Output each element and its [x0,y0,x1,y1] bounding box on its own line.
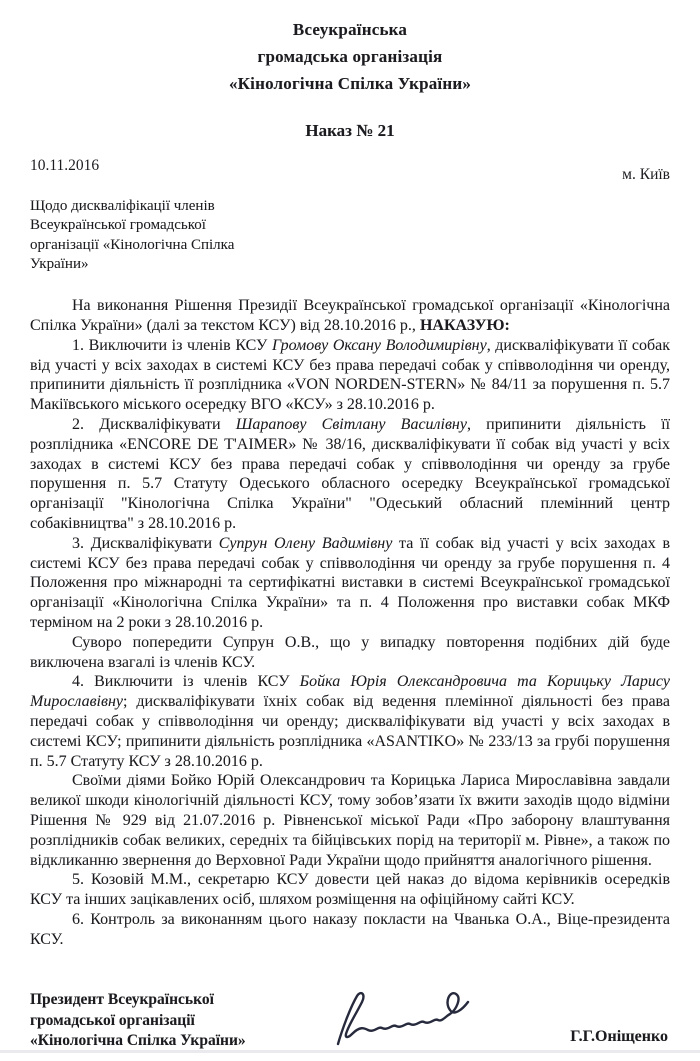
org-header-line-3: «Кінологічна Спілка України» [228,74,472,93]
org-header-line-1: Всеукраїнська [292,20,408,39]
item-3-text: та її собак від участі у всіх заходах в системі КСУ без права передачі собак у співволодіння чи оренду за грубе порушення п. 4 Положення про міжнародні та сертифікатні виставки в системі Всеукраїнської громадської організації «Кінологічна Спілка України» та п. 4 Положення про виставки собак МКФ терміном на 2 роки з 28.10.2016 р. [30,534,671,631]
subject-line: України» [30,255,89,272]
order-item-2 [30,415,670,534]
item-1-text: , дискваліфікувати її собак від участі у всіх заходах в системі КСУ без права передачі собак у співволодіння чи оренду, припинити діяльність її розплідника «VON NORDEN-STERN» № 84/11 за порушення п. 5.7 Макіївського міського осередку ВГО «КСУ» з 28.10.2016 р. [30,336,671,414]
order-body [30,296,670,949]
order-place: м. Київ [622,166,670,183]
item-1-text: 1. Виключити із членів КСУ [72,336,272,354]
intro-emphasis: НАКАЗУЮ: [419,316,510,334]
signatory-title-line: Президент Всеукраїнської [30,991,214,1008]
item-2-text: , припинити діяльність її розплідника «ENCORE DE T'AIMER» № 38/16, дискваліфікувати її собак від участі у всіх заходах в системі КСУ без права передачі собак у співволодіння чи оренду за грубе порушення п. 5.7 Статуту Одеського обласного осередку Всеукраїнської громадської організації "Кінологічна Спілка України" "Одеський обласний племінний центр собаківництва" з 28.10.2016 р. [30,415,671,532]
item-1-person-name: Громову Оксану Володимирівну [271,336,487,354]
handwritten-signature [330,980,500,1050]
order-item-4-consequences: Своїми діями Бойко Юрій Олександрович та Корицька Лариса Мирославівна завдали великої шкоди кінологічній діяльності КСУ, тому зобов’язати їх вжити заходів щодо відміни Рішення № 929 від 21.07.2016 р. Рівненської міської Ради «Про заборону влаштування розплідників собак великих, середніх та бійцівських порід на території м. Рівне», а також по відкликанню звернення до Верховної Ради України щодо прийняття аналогічного рішення. [30,772,670,869]
item-3-person-name: Супрун Олену Вадимівну [218,534,393,552]
order-item-3-warning: Суворо попередити Супрун О.В., що у випадку повторення подібних дій буде виключена взагалі із членів КСУ. [30,633,670,671]
order-item-1 [30,336,670,415]
signatory-title-line: громадської організації [30,1011,195,1029]
order-date: 10.11.2016 [30,157,100,174]
item-4-text: 4. Виключити із членів КСУ [72,673,300,691]
signatory-title [30,990,246,1052]
scan-edge-artifact [0,1050,700,1053]
order-title: Наказ № 21 [305,121,395,140]
subject-line: Всеукраїнської громадської [30,217,206,234]
organization-header [30,16,670,97]
intro-paragraph [30,296,670,336]
order-subject [30,197,310,274]
meta-row [30,157,670,183]
org-header-line-2: громадська організація [257,47,443,66]
signature-scribble [330,980,500,1050]
item-4-person-names: Бойка Юрія Олександровича та Корицьку Ларису Мирославівну [30,673,671,711]
order-item-6: 6. Контроль за виконанням цього наказу покласти на Чванька О.А., Віце-президента КСУ. [30,910,670,948]
intro-text: На виконання Рішення Президії Всеукраїнської громадської організації «Кінологічна Спілка України» (далі за текстом КСУ) від 28.10.2016 р., [30,297,670,334]
item-4-text: ; дискваліфікувати їхніх собак від ведення племінної діяльності без права передачі собак у співволодіння чи оренду; дискваліфікувати від участі у всіх заходах в системі КСУ; припинити діяльність розплідника «ASANTIKO» № 233/13 за грубі порушення п. 5.7 Статуту КСУ з 28.10.2016 р. [30,693,670,770]
signatory-name: Г.Г.Оніщенко [570,1028,668,1045]
signature-block [0,990,700,1052]
order-item-3 [30,534,670,633]
item-2-person-name: Шарапову Світлану Василівну [235,415,467,433]
order-item-5: 5. Козовій М.М., секретарю КСУ довести цей наказ до відома керівників осередків КСУ та інших зацікавлених осіб, шляхом розміщення на офіційному сайті КСУ. [30,871,670,909]
subject-line: організації «Кінологічна Спілка [30,236,235,253]
item-3-text: 3. Дискваліфікувати [72,534,219,552]
order-item-4 [30,672,670,771]
item-2-text: 2. Дискваліфікувати [72,415,236,433]
signatory-title-line: «Кінологічна Спілка України» [30,1032,246,1049]
subject-line: Щодо дискваліфікації членів [30,198,215,214]
